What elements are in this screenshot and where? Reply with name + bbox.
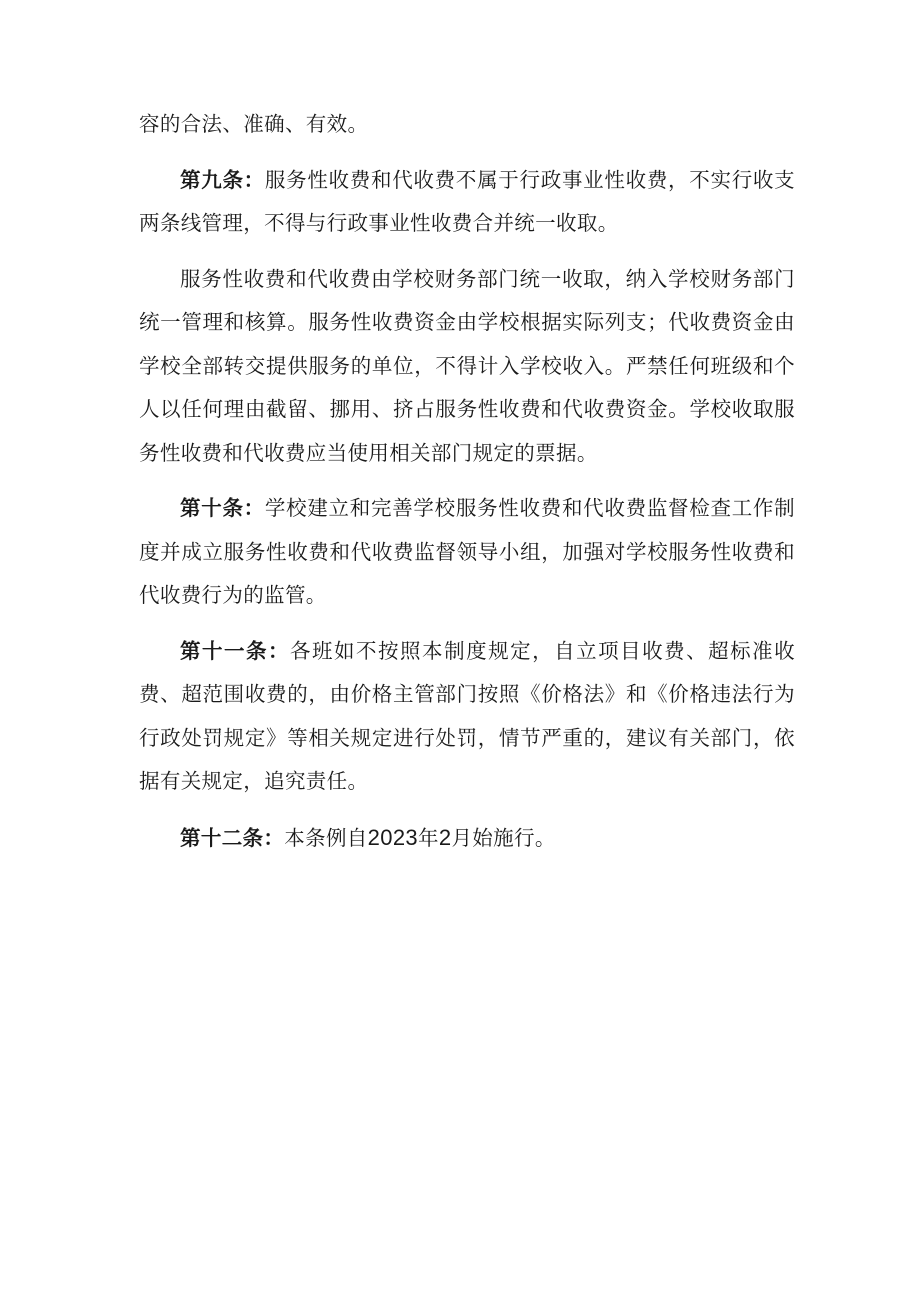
- article-11: [139, 630, 795, 804]
- effective-year: 2023: [367, 824, 418, 850]
- paragraph-text: 服务性收费和代收费由学校财务部门统一收取，纳入学校财务部门统一管理和核算。服务性收费资金由学校根据实际列支；代收费资金由学校全部转交提供服务的单位，不得计入学校收入。严禁任何班级和个人以任何理由截留、挪用、挤占服务性收费和代收费资金。学校收取服务性收费和代收费应当使用相关部门规定的票据。: [139, 266, 795, 465]
- effective-month: 2: [438, 824, 452, 850]
- paragraph-text: 容的合法、准确、有效。: [139, 112, 369, 136]
- paragraph-text: 月始施行。: [451, 825, 556, 850]
- paragraph-text: 本条例自: [284, 825, 368, 850]
- article-9: [139, 159, 795, 246]
- article-12: [139, 816, 795, 861]
- article-9-detail: [139, 258, 795, 476]
- paragraph-text: 年: [418, 825, 439, 850]
- paragraph-text: 学校建立和完善学校服务性收费和代收费监督检查工作制度并成立服务性收费和代收费监督领导小组，加强对学校服务性收费和代收费行为的监管。: [139, 496, 796, 607]
- document-body: [139, 103, 795, 872]
- article-heading: 第十条：: [180, 496, 265, 520]
- paragraph-text: 服务性收费和代收费不属于行政事业性收费，不实行收支两条线管理，不得与行政事业性收费合并统一收取。: [139, 167, 796, 235]
- article-10: [139, 487, 795, 618]
- article-heading: 第十一条：: [180, 638, 291, 663]
- article-heading: 第十二条：: [180, 825, 285, 850]
- article-heading: 第九条：: [180, 167, 265, 192]
- paragraph-text: 各班如不按照本制度规定，自立项目收费、超标准收费、超范围收费的，由价格主管部门按照《价格法》和《价格违法行为行政处罚规定》等相关规定进行处罚，情节严重的，建议有关部门，依据有关规定，追究责任。: [139, 638, 795, 793]
- paragraph-continuation: [139, 103, 795, 147]
